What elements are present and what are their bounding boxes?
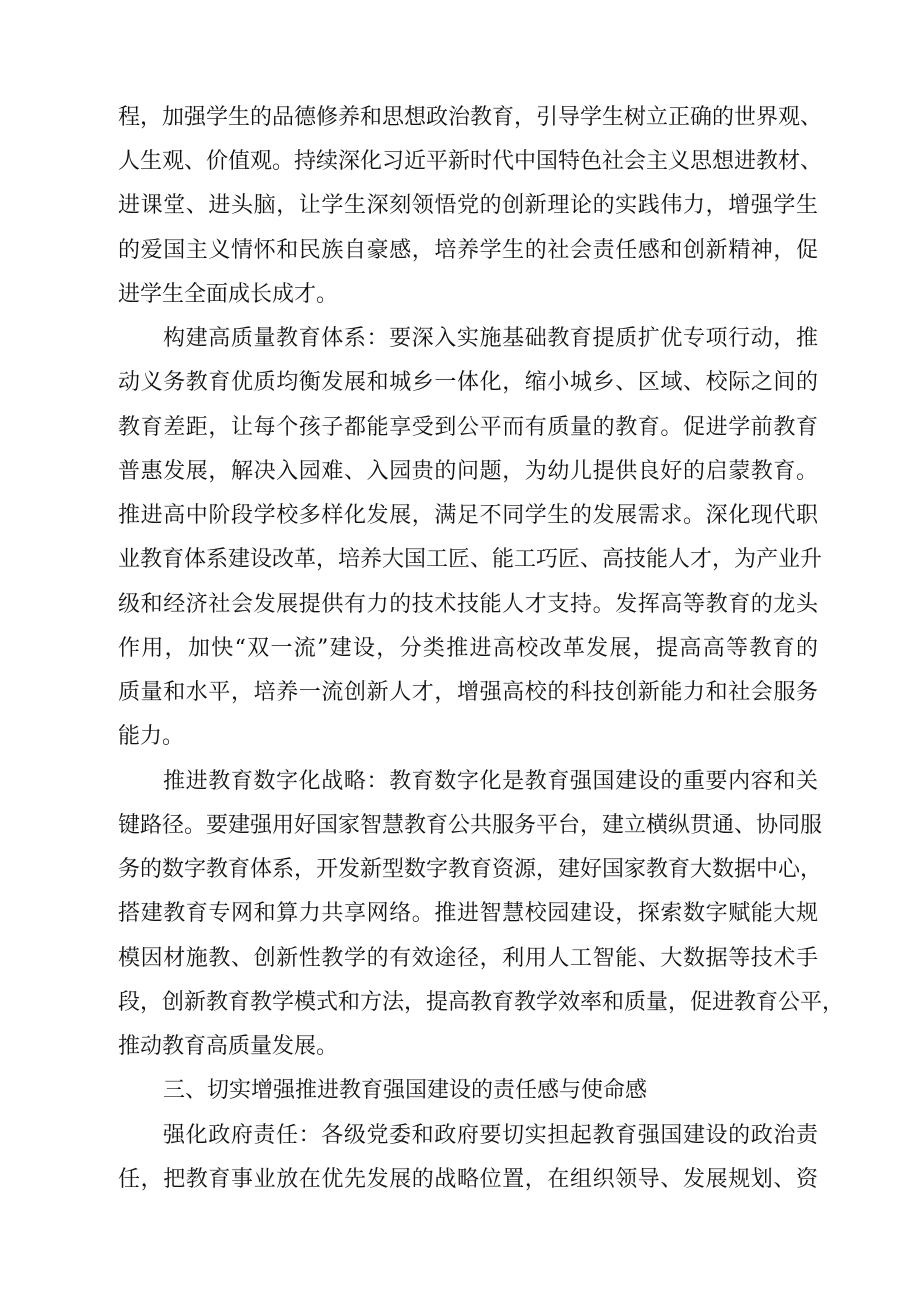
text-line: 能力。 bbox=[118, 724, 185, 749]
text-line: 模因材施教、创新性教学的有效途径，利用人工智能、大数据等技术手 bbox=[118, 946, 818, 971]
text-line: 务的数字教育体系，开发新型数字教育资源，建好国家教育大数据中心， bbox=[118, 857, 823, 882]
text-line: 键路径。要建强用好国家智慧教育公共服务平台，建立横纵贯通、协同服 bbox=[118, 813, 823, 838]
text-line: 质量和水平，培养一流创新人才，增强高校的科技创新能力和社会服务 bbox=[118, 680, 818, 705]
text-line: 任，把教育事业放在优先发展的战略位置，在组织领导、发展规划、资 bbox=[118, 1167, 818, 1192]
text-line: 搭建教育专网和算力共享网络。推进智慧校园建设，探索数字赋能大规 bbox=[118, 901, 818, 926]
text-line: 普惠发展，解决入园难、入园贵的问题，为幼儿提供良好的启蒙教育。 bbox=[118, 459, 818, 484]
text-line: 级和经济社会发展提供有力的技术技能人才支持。发挥高等教育的龙头 bbox=[118, 592, 818, 617]
text-line: 人生观、价值观。持续深化习近平新时代中国特色社会主义思想进教材、 bbox=[118, 149, 823, 174]
section-heading: 三、切实增强推进教育强国建设的责任感与使命感 bbox=[163, 1078, 648, 1103]
text-line: 教育差距，让每个孩子都能享受到公平而有质量的教育。促进学前教育 bbox=[118, 415, 818, 440]
text-line: 作用，加快“双一流”建设，分类推进高校改革发展，提高高等教育的 bbox=[118, 636, 818, 661]
text-line: 推进高中阶段学校多样化发展，满足不同学生的发展需求。深化现代职 bbox=[118, 503, 818, 528]
paragraph-first-line: 构建高质量教育体系：要深入实施基础教育提质扩优专项行动，推 bbox=[163, 326, 818, 351]
paragraph-first-line: 强化政府责任：各级党委和政府要切实担起教育强国建设的政治责 bbox=[163, 1123, 818, 1148]
text-line: 业教育体系建设改革，培养大国工匠、能工巧匠、高技能人才，为产业升 bbox=[118, 547, 823, 572]
text-line: 的爱国主义情怀和民族自豪感，培养学生的社会责任感和创新精神，促 bbox=[118, 238, 818, 263]
text-line: 程，加强学生的品德修养和思想政治教育，引导学生树立正确的世界观、 bbox=[118, 105, 823, 130]
text-line: 进学生全面成长成才。 bbox=[118, 282, 339, 307]
text-line: 进课堂、进头脑，让学生深刻领悟党的创新理论的实践伟力，增强学生 bbox=[118, 193, 818, 218]
text-line: 推动教育高质量发展。 bbox=[118, 1034, 339, 1059]
paragraph-first-line: 推进教育数字化战略：教育数字化是教育强国建设的重要内容和关 bbox=[163, 769, 818, 794]
text-line: 段，创新教育教学模式和方法，提高教育教学效率和质量，促进教育公平， bbox=[118, 990, 845, 1015]
text-line: 动义务教育优质均衡发展和城乡一体化，缩小城乡、区域、校际之间的 bbox=[118, 370, 818, 395]
